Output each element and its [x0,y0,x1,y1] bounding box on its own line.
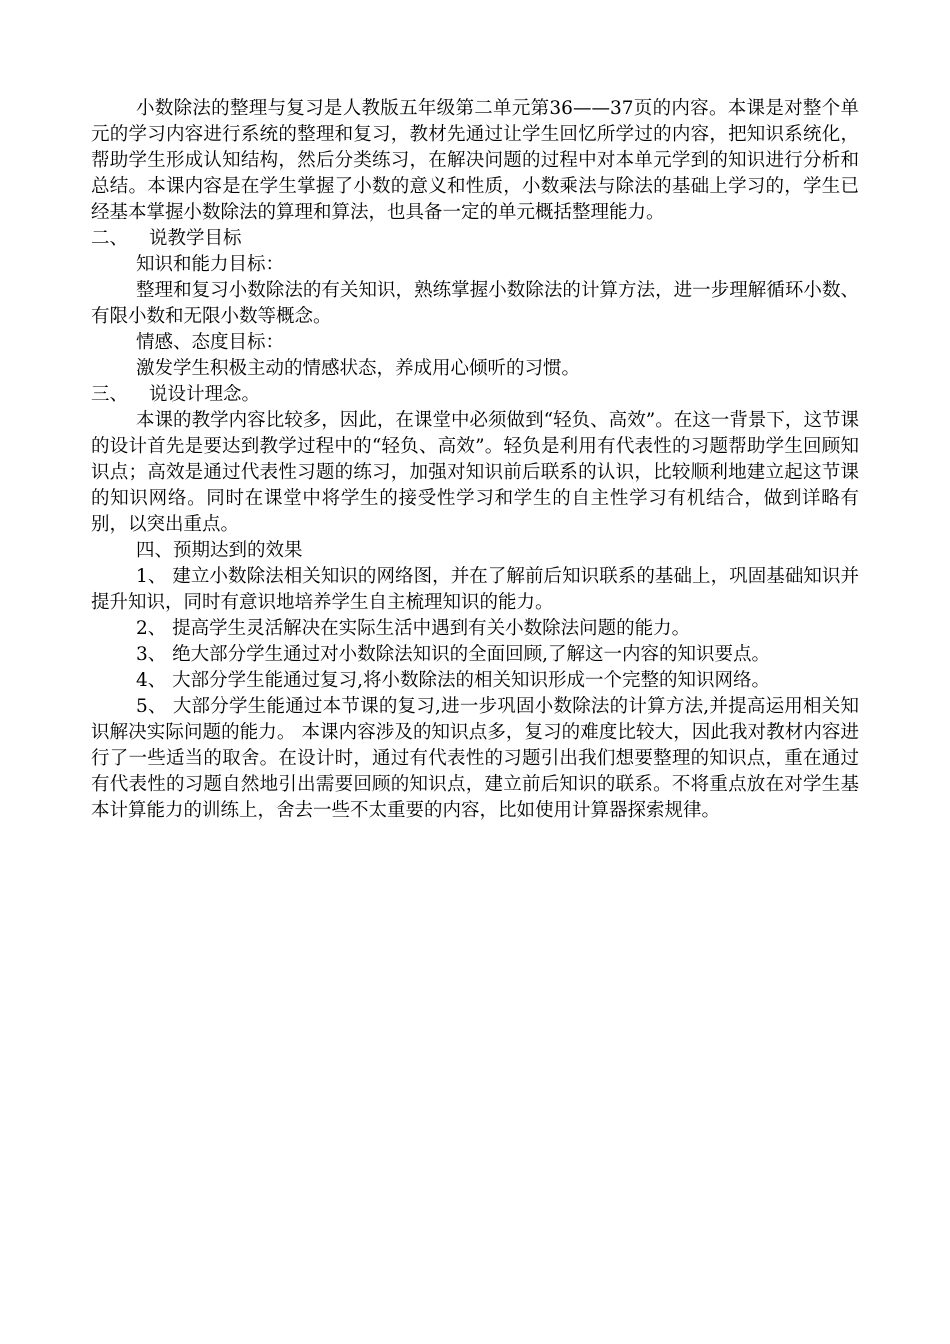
effect-item-3: 3、 绝大部分学生通过对小数除法知识的全面回顾,了解这一内容的知识要点。 [136,644,771,665]
section-heading-2 [91,226,859,252]
effect-item-1: 1、 建立小数除法相关知识的网络图，并在了解前后知识联系的基础上，巩固基础知识并提升知识，同时有意识地培养学生自主梳理知识的能力。 [91,566,859,613]
section-number-3: 三、 [91,384,129,405]
knowledge-goal-label: 知识和能力目标： [136,254,285,275]
design-concept-paragraph: 本课的教学内容比较多，因此，在课堂中必须做到“轻负、高效”。在这一背景下，这节课的设计首先是要达到教学过程中的“轻负、高效”。轻负是利用有代表性的习题帮助学生回顾知识点；高效是通过代表性习题的练习，加强对知识前后联系的认识，比较顺利地建立起这节课的知识网络。同时在课堂中将学生的接受性学习和学生的自主性学习有机结合，做到详略有别，以突出重点。 [91,410,859,535]
emotion-goal-text: 激发学生积极主动的情感状态，养成用心倾听的习惯。 [136,358,581,379]
section-heading-3 [91,382,859,408]
knowledge-goal-text: 整理和复习小数除法的有关知识，熟练掌握小数除法的计算方法，进一步理解循环小数、有限小数和无限小数等概念。 [91,280,859,327]
effect-item-5: 5、 大部分学生能通过本节课的复习,进一步巩固小数除法的计算方法,并提高运用相关知识解决实际问题的能力。 本课内容涉及的知识点多，复习的难度比较大，因此我对教材内容进行了一些适当的取舍。在设计时，通过有代表性的习题引出我们想要整理的知识点，重在通过有代表性的习题自然地引出需要回顾的知识点，建立前后知识的联系。不将重点放在对学生基本计算能力的训练上，舍去一些不太重要的内容，比如使用计算器探索规律。 [91,696,859,821]
section-heading-4: 四、预期达到的效果 [136,540,303,561]
emotion-goal-label: 情感、态度目标： [136,332,285,353]
effect-item-4: 4、 大部分学生能通过复习,将小数除法的相关知识形成一个完整的知识网络。 [136,670,771,691]
section-title-2: 说教学目标 [149,228,242,249]
document-page [91,96,859,824]
intro-paragraph: 小数除法的整理与复习是人教版五年级第二单元第36——37页的内容。本课是对整个单元的学习内容进行系统的整理和复习，教材先通过让学生回忆所学过的内容，把知识系统化，帮助学生形成认知结构，然后分类练习，在解决问题的过程中对本单元学到的知识进行分析和总结。本课内容是在学生掌握了小数的意义和性质，小数乘法与除法的基础上学习的，学生已经基本掌握小数除法的算理和算法，也具备一定的单元概括整理能力。 [91,98,859,223]
section-title-3: 说设计理念。 [149,384,261,405]
section-number-2: 二、 [91,228,129,249]
effect-item-2: 2、 提高学生灵活解决在实际生活中遇到有关小数除法问题的能力。 [136,618,691,639]
